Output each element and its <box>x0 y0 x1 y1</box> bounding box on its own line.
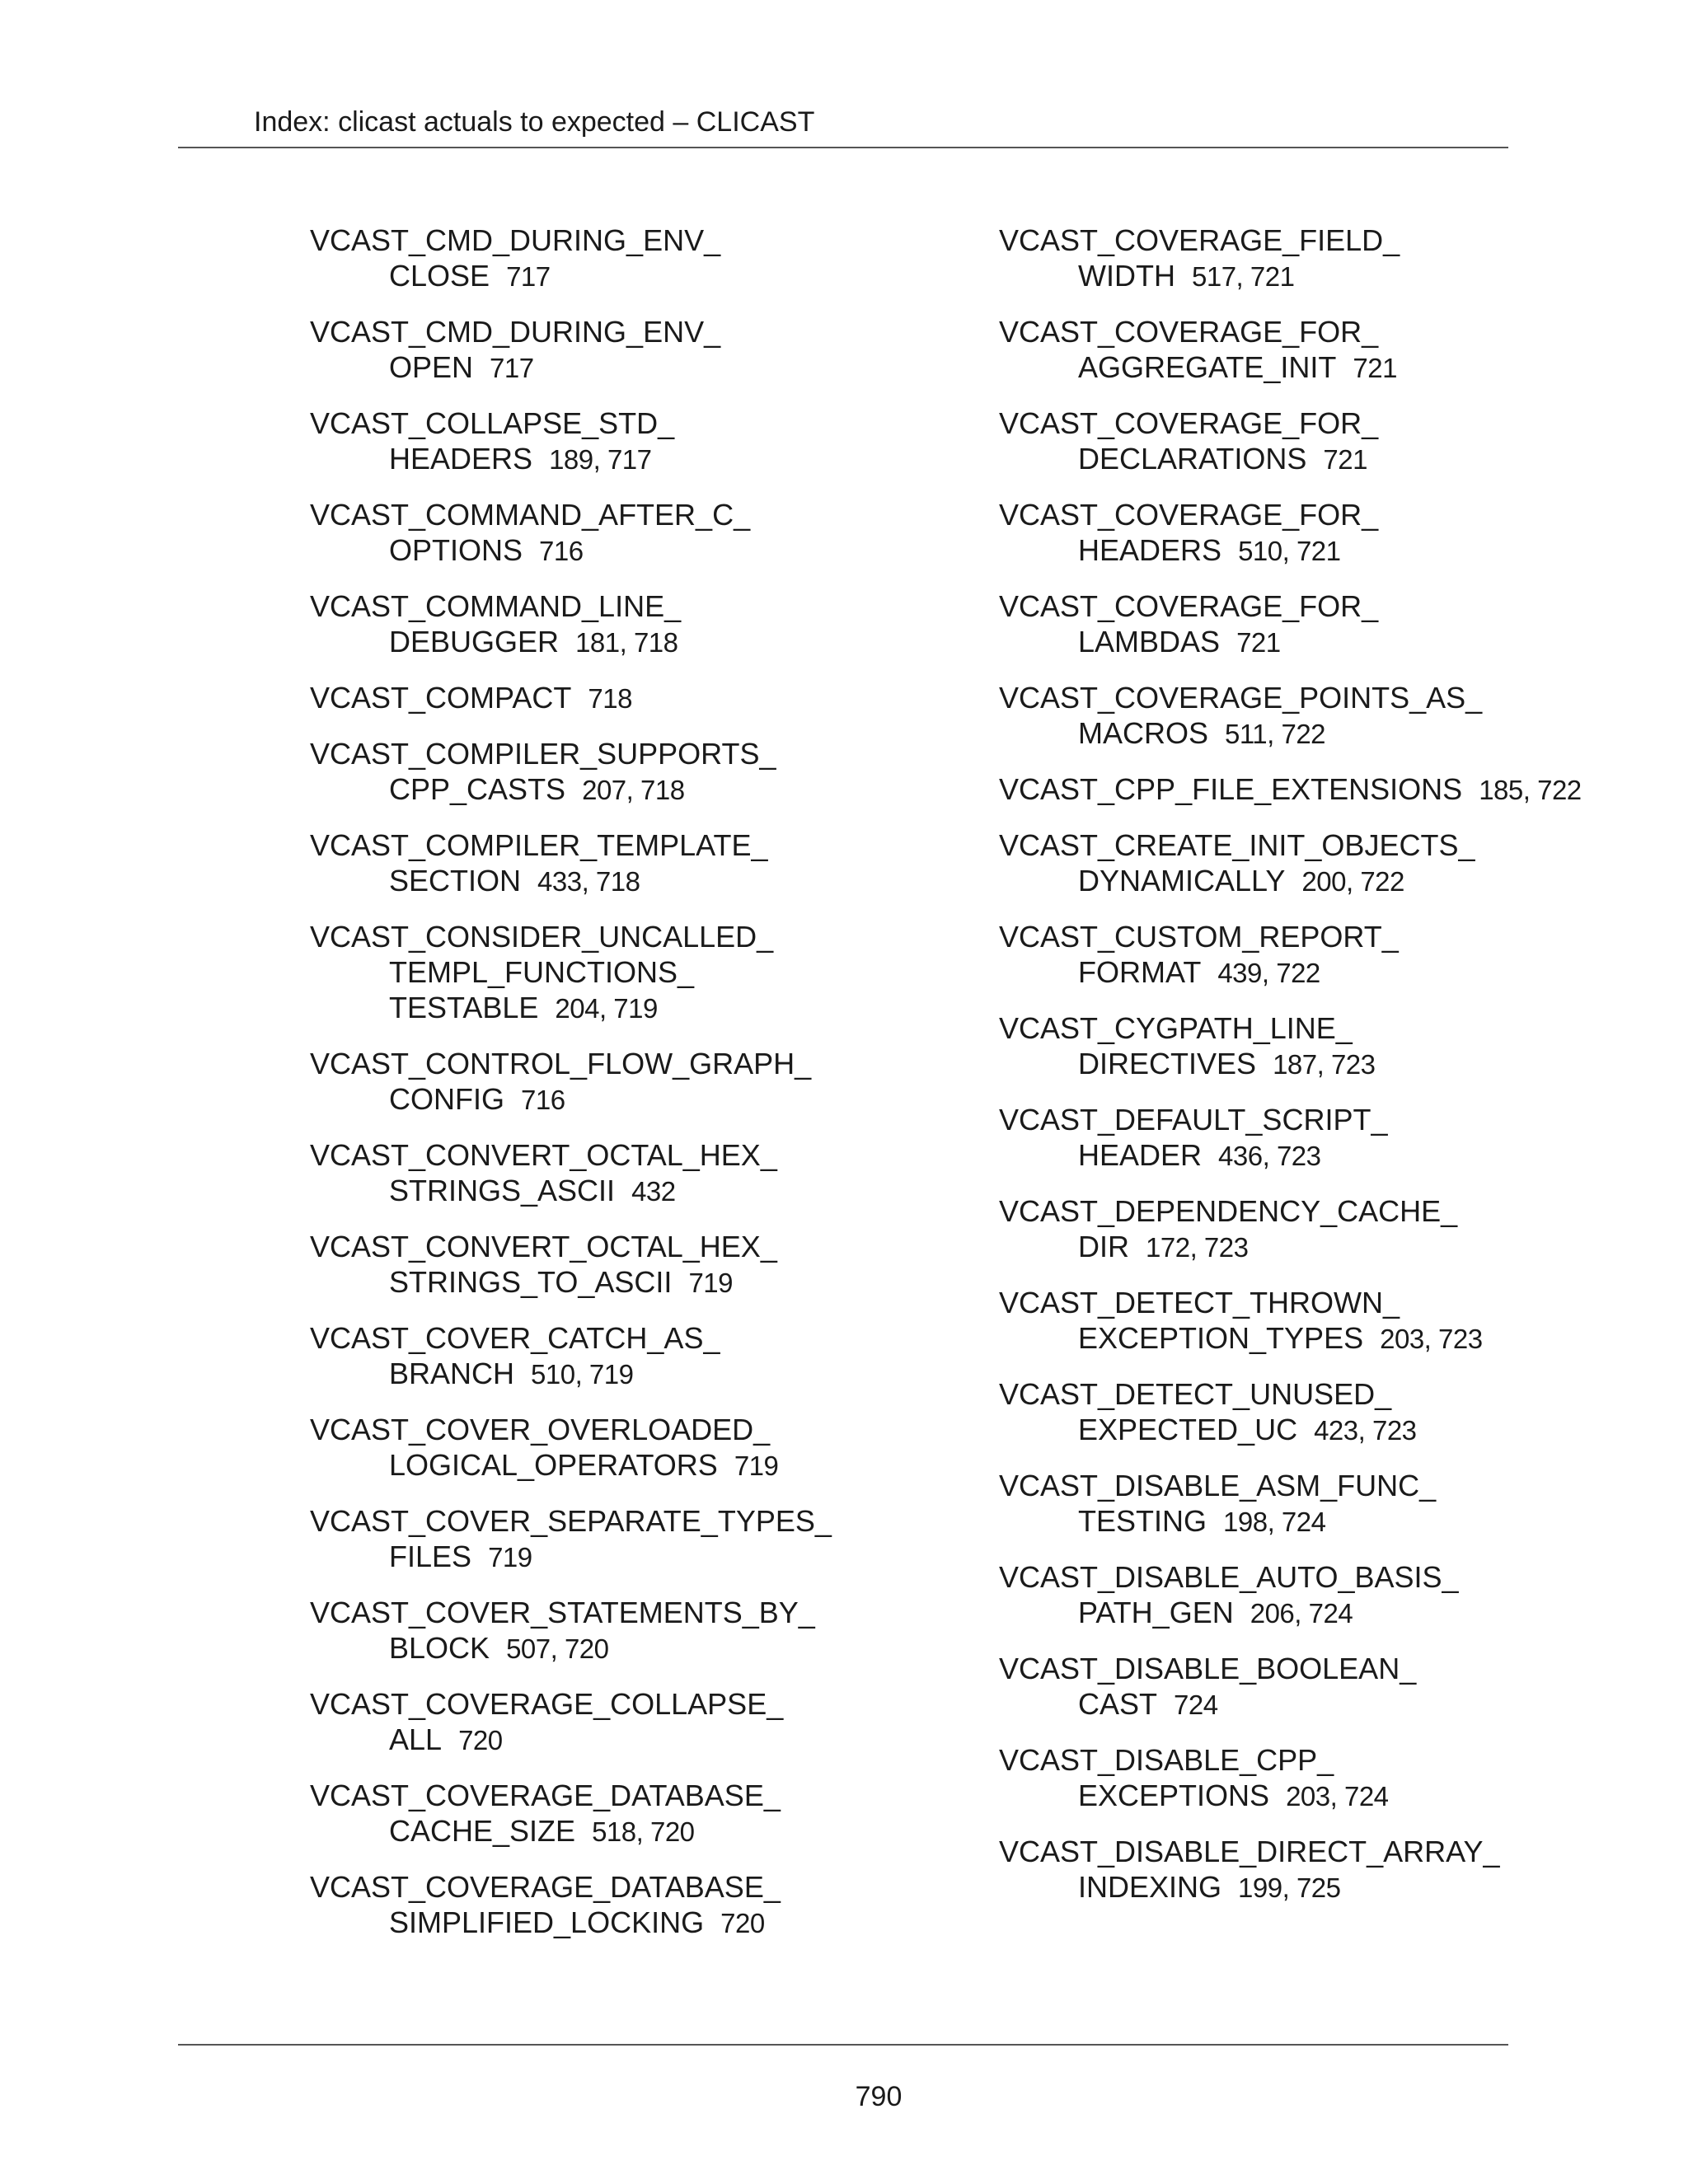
index-term: VCAST_CREATE_INIT_OBJECTS_ <box>999 828 1475 862</box>
index-page-refs: 716 <box>539 536 584 566</box>
index-term: VCAST_CONVERT_OCTAL_HEX_ <box>310 1230 777 1263</box>
footer-divider <box>178 2044 1508 2046</box>
index-term: TESTING <box>1078 1504 1207 1538</box>
index-entry <box>999 771 1582 808</box>
index-term: AGGREGATE_INIT <box>1078 350 1337 384</box>
index-term: CPP_CASTS <box>389 772 566 806</box>
index-entry <box>310 680 986 716</box>
page-number: 790 <box>855 2081 903 2112</box>
index-term: LAMBDAS <box>1078 625 1221 658</box>
index-entry <box>999 1285 1535 1357</box>
index-page-refs: 720 <box>458 1725 503 1755</box>
index-entry <box>310 736 986 808</box>
index-term: VCAST_COVERAGE_DATABASE_ <box>310 1870 781 1904</box>
index-term: HEADERS <box>1078 533 1222 567</box>
index-entry <box>310 1229 986 1301</box>
index-entry <box>310 588 986 660</box>
index-term: VCAST_COVER_OVERLOADED_ <box>310 1413 771 1446</box>
index-term: VCAST_COVER_STATEMENTS_BY_ <box>310 1596 815 1629</box>
index-entry <box>999 1193 1535 1265</box>
index-page-refs: 720 <box>720 1908 765 1938</box>
index-term: VCAST_DETECT_UNUSED_ <box>999 1377 1392 1411</box>
index-entry <box>999 680 1535 752</box>
index-term: OPTIONS <box>389 533 523 567</box>
index-page-refs: 510, 721 <box>1238 536 1341 566</box>
index-page-refs: 198, 724 <box>1223 1507 1326 1537</box>
index-entry <box>999 1102 1535 1174</box>
index-page-refs: 204, 719 <box>555 993 658 1024</box>
index-term: VCAST_CMD_DURING_ENV_ <box>310 223 721 257</box>
index-term: VCAST_DEFAULT_SCRIPT_ <box>999 1103 1388 1137</box>
index-term: VCAST_DISABLE_AUTO_BASIS_ <box>999 1560 1459 1594</box>
index-term: VCAST_DISABLE_BOOLEAN_ <box>999 1652 1417 1685</box>
index-term: VCAST_COVERAGE_FOR_ <box>999 406 1379 440</box>
index-page-refs: 172, 723 <box>1146 1232 1249 1263</box>
index-term: VCAST_DISABLE_CPP_ <box>999 1743 1334 1777</box>
index-entry <box>310 1320 986 1392</box>
index-term: VCAST_COVERAGE_POINTS_AS_ <box>999 681 1483 715</box>
index-term: VCAST_CONSIDER_UNCALLED_ <box>310 920 774 954</box>
index-term: HEADERS <box>389 442 533 476</box>
index-page-refs: 507, 720 <box>506 1633 609 1664</box>
index-term: HEADER <box>1078 1138 1203 1172</box>
running-header: Index: clicast actuals to expected – CLICAST <box>254 106 815 138</box>
index-column-right <box>999 223 1582 1925</box>
index-page-refs: 432 <box>631 1176 676 1207</box>
index-page-refs: 719 <box>688 1268 734 1298</box>
index-term: CACHE_SIZE <box>389 1814 576 1848</box>
index-page-refs: 439, 722 <box>1217 958 1320 988</box>
index-term: OPEN <box>389 350 474 384</box>
index-entry <box>999 1376 1535 1448</box>
index-term: VCAST_CYGPATH_LINE_ <box>999 1011 1353 1045</box>
index-term: FORMAT <box>1078 955 1202 989</box>
index-entry <box>999 827 1535 899</box>
index-page-refs: 717 <box>490 353 534 383</box>
index-term: VCAST_COLLAPSE_STD_ <box>310 406 675 440</box>
index-entry <box>999 314 1535 386</box>
index-term: CONFIG <box>389 1082 504 1116</box>
index-page-refs: 718 <box>588 683 632 714</box>
index-page-refs: 206, 724 <box>1250 1598 1353 1629</box>
index-term: VCAST_COMPILER_TEMPLATE_ <box>310 828 768 862</box>
index-term: VCAST_COVERAGE_FIELD_ <box>999 223 1400 257</box>
index-term: EXCEPTIONS <box>1078 1779 1270 1812</box>
index-term: FILES <box>389 1540 472 1573</box>
index-term: VCAST_COMPILER_SUPPORTS_ <box>310 737 776 771</box>
index-page-refs: 433, 718 <box>537 866 640 897</box>
index-term: VCAST_COVERAGE_COLLAPSE_ <box>310 1687 784 1721</box>
index-term: VCAST_DISABLE_DIRECT_ARRAY_ <box>999 1835 1500 1868</box>
index-term: CAST <box>1078 1687 1158 1721</box>
index-page-refs: 518, 720 <box>592 1816 695 1847</box>
index-term: DIRECTIVES <box>1078 1047 1257 1080</box>
index-entry <box>310 314 986 386</box>
index-term: VCAST_COVERAGE_FOR_ <box>999 589 1379 623</box>
index-term: VCAST_COMMAND_LINE_ <box>310 589 682 623</box>
index-page-refs: 199, 725 <box>1238 1872 1341 1903</box>
index-page-refs: 436, 723 <box>1218 1141 1321 1171</box>
index-entry <box>310 1503 986 1575</box>
index-page-refs: 185, 722 <box>1479 775 1582 805</box>
index-term: TEMPL_FUNCTIONS_ <box>389 955 695 989</box>
header-divider <box>178 147 1508 148</box>
index-page-refs: 724 <box>1174 1690 1218 1720</box>
index-page-refs: 721 <box>1323 444 1367 475</box>
index-term: DIR <box>1078 1230 1129 1263</box>
index-entry <box>310 1046 986 1118</box>
index-term: DYNAMICALLY <box>1078 864 1286 898</box>
index-term: DECLARATIONS <box>1078 442 1307 476</box>
index-term: SIMPLIFIED_LOCKING <box>389 1905 705 1939</box>
index-term: VCAST_DEPENDENCY_CACHE_ <box>999 1194 1458 1228</box>
index-entry <box>310 405 986 477</box>
index-entry <box>310 1778 986 1849</box>
index-entry <box>310 223 986 294</box>
index-entry <box>310 1412 986 1483</box>
index-term: STRINGS_TO_ASCII <box>389 1265 673 1299</box>
index-entry <box>310 919 986 1026</box>
index-entry <box>999 1468 1535 1540</box>
index-page-refs: 510, 719 <box>531 1359 634 1390</box>
index-term: MACROS <box>1078 716 1209 750</box>
index-page-refs: 721 <box>1353 353 1397 383</box>
index-term: VCAST_CONTROL_FLOW_GRAPH_ <box>310 1047 812 1080</box>
index-term: VCAST_COVER_CATCH_AS_ <box>310 1321 720 1355</box>
index-page-refs: 717 <box>506 261 551 292</box>
index-term: WIDTH <box>1078 259 1175 293</box>
index-entry <box>310 1869 986 1941</box>
index-entry <box>999 497 1535 569</box>
index-entry <box>310 497 986 569</box>
index-page-refs: 207, 718 <box>582 775 685 805</box>
index-term: SECTION <box>389 864 522 898</box>
index-entry <box>999 1834 1535 1905</box>
index-term: VCAST_COVER_SEPARATE_TYPES_ <box>310 1504 832 1538</box>
index-term: VCAST_COVERAGE_DATABASE_ <box>310 1779 781 1812</box>
index-entry <box>310 1595 986 1666</box>
index-page-refs: 511, 722 <box>1225 719 1326 749</box>
index-term: PATH_GEN <box>1078 1596 1234 1629</box>
index-term: VCAST_CONVERT_OCTAL_HEX_ <box>310 1138 777 1172</box>
index-term: VCAST_DISABLE_ASM_FUNC_ <box>999 1469 1437 1502</box>
index-entry <box>999 919 1535 991</box>
index-entry <box>999 1010 1535 1082</box>
index-term: TESTABLE <box>389 991 539 1024</box>
index-entry <box>999 405 1535 477</box>
index-entry <box>999 1559 1535 1631</box>
index-term: VCAST_COMMAND_AFTER_C_ <box>310 498 751 532</box>
index-term: BRANCH <box>389 1357 515 1390</box>
index-term: EXCEPTION_TYPES <box>1078 1321 1364 1355</box>
index-entry <box>310 1137 986 1209</box>
index-page-refs: 719 <box>734 1451 779 1481</box>
index-term: VCAST_COVERAGE_FOR_ <box>999 315 1379 349</box>
index-entry <box>999 223 1535 294</box>
index-entry <box>999 1651 1535 1722</box>
index-term: VCAST_COMPACT <box>310 681 572 715</box>
index-entry <box>999 1742 1535 1814</box>
index-term: VCAST_DETECT_THROWN_ <box>999 1286 1400 1319</box>
index-page-refs: 203, 723 <box>1380 1324 1483 1354</box>
index-page-refs: 181, 718 <box>575 627 678 658</box>
index-term: BLOCK <box>389 1631 490 1665</box>
index-term: INDEXING <box>1078 1870 1222 1904</box>
index-page-refs: 187, 723 <box>1273 1049 1376 1080</box>
index-page-refs: 517, 721 <box>1191 261 1295 292</box>
index-term: VCAST_CPP_FILE_EXTENSIONS <box>999 772 1463 806</box>
index-page-refs: 721 <box>1236 627 1281 658</box>
index-term: LOGICAL_OPERATORS <box>389 1448 718 1482</box>
index-page-refs: 203, 724 <box>1286 1781 1389 1811</box>
index-page-refs: 716 <box>521 1085 565 1115</box>
index-entry <box>310 1686 986 1758</box>
index-term: STRINGS_ASCII <box>389 1174 616 1207</box>
index-term: VCAST_CUSTOM_REPORT_ <box>999 920 1399 954</box>
index-entry <box>310 827 986 899</box>
index-page-refs: 189, 717 <box>549 444 652 475</box>
index-page-refs: 423, 723 <box>1314 1415 1417 1446</box>
index-term: VCAST_CMD_DURING_ENV_ <box>310 315 721 349</box>
index-entry <box>999 588 1535 660</box>
index-term: CLOSE <box>389 259 490 293</box>
index-term: EXPECTED_UC <box>1078 1413 1298 1446</box>
index-page-refs: 200, 722 <box>1301 866 1404 897</box>
index-page-refs: 719 <box>488 1542 532 1572</box>
index-term: DEBUGGER <box>389 625 560 658</box>
index-term: ALL <box>389 1722 443 1756</box>
index-column-left <box>310 223 986 1961</box>
index-term: VCAST_COVERAGE_FOR_ <box>999 498 1379 532</box>
